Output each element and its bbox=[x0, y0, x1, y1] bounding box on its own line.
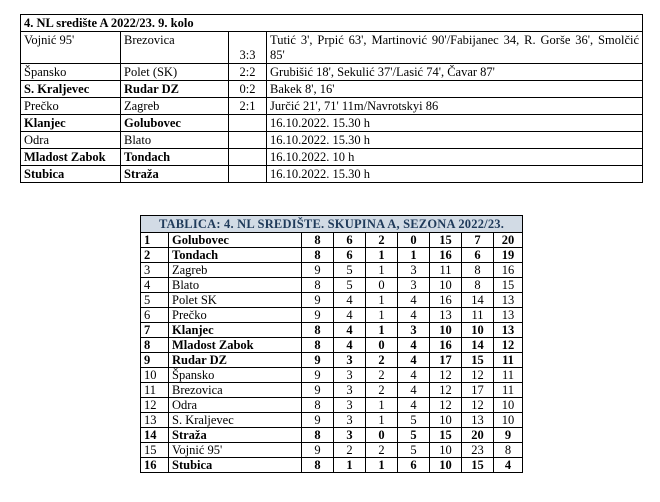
standing-position: 4 bbox=[141, 278, 169, 293]
match-score bbox=[229, 115, 267, 132]
standing-team: Mladost Zabok bbox=[169, 338, 302, 353]
standing-won: 4 bbox=[334, 323, 366, 338]
standing-drawn: 1 bbox=[366, 263, 398, 278]
standing-team: Vojnić 95' bbox=[169, 443, 302, 458]
match-home-team: S. Kraljevec bbox=[21, 81, 121, 98]
standing-goals-for: 11 bbox=[430, 263, 462, 278]
match-away-team: Brezovica bbox=[121, 32, 229, 64]
match-scorers: 16.10.2022. 15.30 h bbox=[267, 115, 643, 132]
match-home-team: Vojnić 95' bbox=[21, 32, 121, 64]
standing-goals-against: 12 bbox=[462, 368, 494, 383]
standing-played: 9 bbox=[302, 293, 334, 308]
standing-drawn: 1 bbox=[366, 248, 398, 263]
standing-goals-for: 10 bbox=[430, 458, 462, 473]
standing-position: 13 bbox=[141, 413, 169, 428]
standing-won: 3 bbox=[334, 353, 366, 368]
standing-played: 8 bbox=[302, 458, 334, 473]
standing-lost: 4 bbox=[398, 353, 430, 368]
standing-goals-for: 16 bbox=[430, 248, 462, 263]
match-scorers: 16.10.2022. 15.30 h bbox=[267, 166, 643, 183]
standings-row bbox=[141, 293, 523, 308]
standing-goals-against: 15 bbox=[462, 353, 494, 368]
standing-goals-for: 10 bbox=[430, 278, 462, 293]
standing-goals-for: 10 bbox=[430, 413, 462, 428]
standing-goals-for: 17 bbox=[430, 353, 462, 368]
standing-position: 11 bbox=[141, 383, 169, 398]
standing-played: 8 bbox=[302, 233, 334, 248]
standing-lost: 5 bbox=[398, 443, 430, 458]
standing-won: 4 bbox=[334, 308, 366, 323]
standings-table bbox=[140, 215, 523, 473]
standing-drawn: 1 bbox=[366, 398, 398, 413]
match-row bbox=[21, 149, 643, 166]
standing-drawn: 2 bbox=[366, 353, 398, 368]
standing-won: 4 bbox=[334, 293, 366, 308]
standing-drawn: 2 bbox=[366, 383, 398, 398]
standing-team: Odra bbox=[169, 398, 302, 413]
standing-team: Brezovica bbox=[169, 383, 302, 398]
standing-position: 8 bbox=[141, 338, 169, 353]
standing-lost: 5 bbox=[398, 413, 430, 428]
standing-goals-for: 13 bbox=[430, 308, 462, 323]
standing-won: 5 bbox=[334, 263, 366, 278]
standing-points: 11 bbox=[494, 383, 523, 398]
standing-position: 5 bbox=[141, 293, 169, 308]
standings-header-row bbox=[141, 216, 523, 233]
standing-won: 5 bbox=[334, 278, 366, 293]
standing-goals-against: 23 bbox=[462, 443, 494, 458]
standing-played: 8 bbox=[302, 323, 334, 338]
standing-played: 9 bbox=[302, 353, 334, 368]
match-scorers: Grubišić 18', Sekulić 37'/Lasić 74', Čavar 87' bbox=[267, 64, 643, 81]
standing-won: 3 bbox=[334, 413, 366, 428]
standing-position: 9 bbox=[141, 353, 169, 368]
standing-won: 4 bbox=[334, 338, 366, 353]
standing-points: 9 bbox=[494, 428, 523, 443]
standing-drawn: 1 bbox=[366, 458, 398, 473]
standings-row bbox=[141, 398, 523, 413]
standing-position: 2 bbox=[141, 248, 169, 263]
standing-points: 10 bbox=[494, 413, 523, 428]
standing-won: 2 bbox=[334, 443, 366, 458]
standing-team: Špansko bbox=[169, 368, 302, 383]
standings-row bbox=[141, 368, 523, 383]
standing-drawn: 0 bbox=[366, 338, 398, 353]
standing-position: 16 bbox=[141, 458, 169, 473]
match-home-team: Klanjec bbox=[21, 115, 121, 132]
standing-lost: 4 bbox=[398, 398, 430, 413]
results-title: 4. NL središte A 2022/23. 9. kolo bbox=[21, 15, 643, 32]
standing-lost: 4 bbox=[398, 368, 430, 383]
standings-title: TABLICA: 4. NL SREDIŠTE. SKUPINA A, SEZONA 2022/23. bbox=[141, 216, 523, 233]
standing-goals-against: 14 bbox=[462, 293, 494, 308]
match-home-team: Mladost Zabok bbox=[21, 149, 121, 166]
standing-won: 1 bbox=[334, 458, 366, 473]
standings-row bbox=[141, 458, 523, 473]
standing-goals-against: 12 bbox=[462, 398, 494, 413]
standing-team: Blato bbox=[169, 278, 302, 293]
match-score bbox=[229, 149, 267, 166]
match-score bbox=[229, 132, 267, 149]
standing-goals-against: 11 bbox=[462, 308, 494, 323]
standing-played: 9 bbox=[302, 413, 334, 428]
standing-won: 3 bbox=[334, 383, 366, 398]
standing-played: 9 bbox=[302, 443, 334, 458]
standing-team: Klanjec bbox=[169, 323, 302, 338]
standing-position: 12 bbox=[141, 398, 169, 413]
standings-row bbox=[141, 278, 523, 293]
standing-goals-for: 15 bbox=[430, 233, 462, 248]
standing-played: 9 bbox=[302, 368, 334, 383]
match-score: 3:3 bbox=[229, 32, 267, 64]
standing-points: 8 bbox=[494, 443, 523, 458]
standings-row bbox=[141, 308, 523, 323]
standing-played: 8 bbox=[302, 278, 334, 293]
match-away-team: Polet (SK) bbox=[121, 64, 229, 81]
standing-points: 16 bbox=[494, 263, 523, 278]
standing-goals-against: 14 bbox=[462, 338, 494, 353]
match-away-team: Golubovec bbox=[121, 115, 229, 132]
match-scorers: Bakek 8', 16' bbox=[267, 81, 643, 98]
match-row bbox=[21, 166, 643, 183]
standing-drawn: 1 bbox=[366, 293, 398, 308]
standing-goals-against: 13 bbox=[462, 413, 494, 428]
standing-played: 8 bbox=[302, 338, 334, 353]
results-table bbox=[20, 14, 643, 183]
standings-row bbox=[141, 353, 523, 368]
standing-goals-against: 6 bbox=[462, 248, 494, 263]
standing-points: 20 bbox=[494, 233, 523, 248]
standing-points: 13 bbox=[494, 323, 523, 338]
standing-points: 13 bbox=[494, 293, 523, 308]
standing-lost: 6 bbox=[398, 458, 430, 473]
standing-goals-for: 12 bbox=[430, 383, 462, 398]
standing-lost: 3 bbox=[398, 323, 430, 338]
standing-goals-for: 10 bbox=[430, 323, 462, 338]
standing-team: Stubica bbox=[169, 458, 302, 473]
standing-drawn: 1 bbox=[366, 323, 398, 338]
match-scorers: 16.10.2022. 10 h bbox=[267, 149, 643, 166]
standing-drawn: 2 bbox=[366, 443, 398, 458]
match-scorers: Jurčić 21', 71' 11m/Navrotskyi 86 bbox=[267, 98, 643, 115]
standing-team: Prečko bbox=[169, 308, 302, 323]
standing-goals-against: 8 bbox=[462, 263, 494, 278]
standing-goals-against: 7 bbox=[462, 233, 494, 248]
standing-played: 9 bbox=[302, 383, 334, 398]
standing-won: 3 bbox=[334, 398, 366, 413]
standing-team: Golubovec bbox=[169, 233, 302, 248]
standing-won: 3 bbox=[334, 368, 366, 383]
match-row bbox=[21, 132, 643, 149]
standing-position: 15 bbox=[141, 443, 169, 458]
results-title-row bbox=[21, 15, 643, 32]
standing-team: S. Kraljevec bbox=[169, 413, 302, 428]
standing-drawn: 1 bbox=[366, 308, 398, 323]
standing-drawn: 0 bbox=[366, 428, 398, 443]
standings-row bbox=[141, 428, 523, 443]
standing-team: Straža bbox=[169, 428, 302, 443]
match-home-team: Stubica bbox=[21, 166, 121, 183]
standing-lost: 3 bbox=[398, 263, 430, 278]
standing-lost: 4 bbox=[398, 293, 430, 308]
standings-row bbox=[141, 413, 523, 428]
standing-points: 12 bbox=[494, 338, 523, 353]
standing-drawn: 2 bbox=[366, 233, 398, 248]
standing-position: 3 bbox=[141, 263, 169, 278]
standings-row bbox=[141, 233, 523, 248]
standings-row bbox=[141, 248, 523, 263]
match-row bbox=[21, 32, 643, 64]
match-home-team: Odra bbox=[21, 132, 121, 149]
standing-goals-for: 16 bbox=[430, 338, 462, 353]
standing-lost: 4 bbox=[398, 338, 430, 353]
standing-position: 14 bbox=[141, 428, 169, 443]
standing-goals-against: 17 bbox=[462, 383, 494, 398]
standings-row bbox=[141, 323, 523, 338]
standing-goals-for: 15 bbox=[430, 428, 462, 443]
standing-points: 15 bbox=[494, 278, 523, 293]
standing-goals-against: 15 bbox=[462, 458, 494, 473]
standing-goals-for: 12 bbox=[430, 368, 462, 383]
standing-drawn: 2 bbox=[366, 368, 398, 383]
standing-position: 7 bbox=[141, 323, 169, 338]
match-scorers: Tutić 3', Prpić 63', Martinović 90'/Fabijanec 34, R. Gorše 36', Smolčić 85' bbox=[267, 32, 643, 64]
standing-won: 3 bbox=[334, 428, 366, 443]
standing-points: 11 bbox=[494, 353, 523, 368]
standing-team: Polet SK bbox=[169, 293, 302, 308]
standings-row bbox=[141, 263, 523, 278]
match-away-team: Straža bbox=[121, 166, 229, 183]
match-home-team: Prečko bbox=[21, 98, 121, 115]
standing-goals-for: 12 bbox=[430, 398, 462, 413]
standing-points: 13 bbox=[494, 308, 523, 323]
standing-position: 10 bbox=[141, 368, 169, 383]
standing-goals-against: 10 bbox=[462, 323, 494, 338]
standing-played: 9 bbox=[302, 308, 334, 323]
standing-won: 6 bbox=[334, 248, 366, 263]
standing-played: 8 bbox=[302, 398, 334, 413]
standing-team: Tondach bbox=[169, 248, 302, 263]
match-scorers: 16.10.2022. 15.30 h bbox=[267, 132, 643, 149]
standing-team: Zagreb bbox=[169, 263, 302, 278]
match-away-team: Rudar DZ bbox=[121, 81, 229, 98]
standing-goals-for: 16 bbox=[430, 293, 462, 308]
standing-position: 6 bbox=[141, 308, 169, 323]
match-away-team: Blato bbox=[121, 132, 229, 149]
standing-goals-against: 8 bbox=[462, 278, 494, 293]
match-score: 2:2 bbox=[229, 64, 267, 81]
match-home-team: Špansko bbox=[21, 64, 121, 81]
match-score: 0:2 bbox=[229, 81, 267, 98]
standing-lost: 3 bbox=[398, 278, 430, 293]
standing-drawn: 0 bbox=[366, 278, 398, 293]
match-row bbox=[21, 64, 643, 81]
standings-row bbox=[141, 383, 523, 398]
standing-points: 11 bbox=[494, 368, 523, 383]
match-away-team: Tondach bbox=[121, 149, 229, 166]
standing-drawn: 1 bbox=[366, 413, 398, 428]
standing-lost: 1 bbox=[398, 248, 430, 263]
standing-points: 10 bbox=[494, 398, 523, 413]
standing-team: Rudar DZ bbox=[169, 353, 302, 368]
standing-points: 19 bbox=[494, 248, 523, 263]
standing-lost: 5 bbox=[398, 428, 430, 443]
standing-goals-against: 20 bbox=[462, 428, 494, 443]
match-row bbox=[21, 81, 643, 98]
standing-played: 8 bbox=[302, 248, 334, 263]
standing-lost: 0 bbox=[398, 233, 430, 248]
standing-goals-for: 10 bbox=[430, 443, 462, 458]
match-score bbox=[229, 166, 267, 183]
match-row bbox=[21, 98, 643, 115]
match-away-team: Zagreb bbox=[121, 98, 229, 115]
standing-played: 8 bbox=[302, 428, 334, 443]
match-score: 2:1 bbox=[229, 98, 267, 115]
standing-lost: 4 bbox=[398, 383, 430, 398]
standing-points: 4 bbox=[494, 458, 523, 473]
standings-row bbox=[141, 338, 523, 353]
standings-row bbox=[141, 443, 523, 458]
standing-position: 1 bbox=[141, 233, 169, 248]
match-row bbox=[21, 115, 643, 132]
standing-played: 9 bbox=[302, 263, 334, 278]
standing-won: 6 bbox=[334, 233, 366, 248]
standing-lost: 4 bbox=[398, 308, 430, 323]
